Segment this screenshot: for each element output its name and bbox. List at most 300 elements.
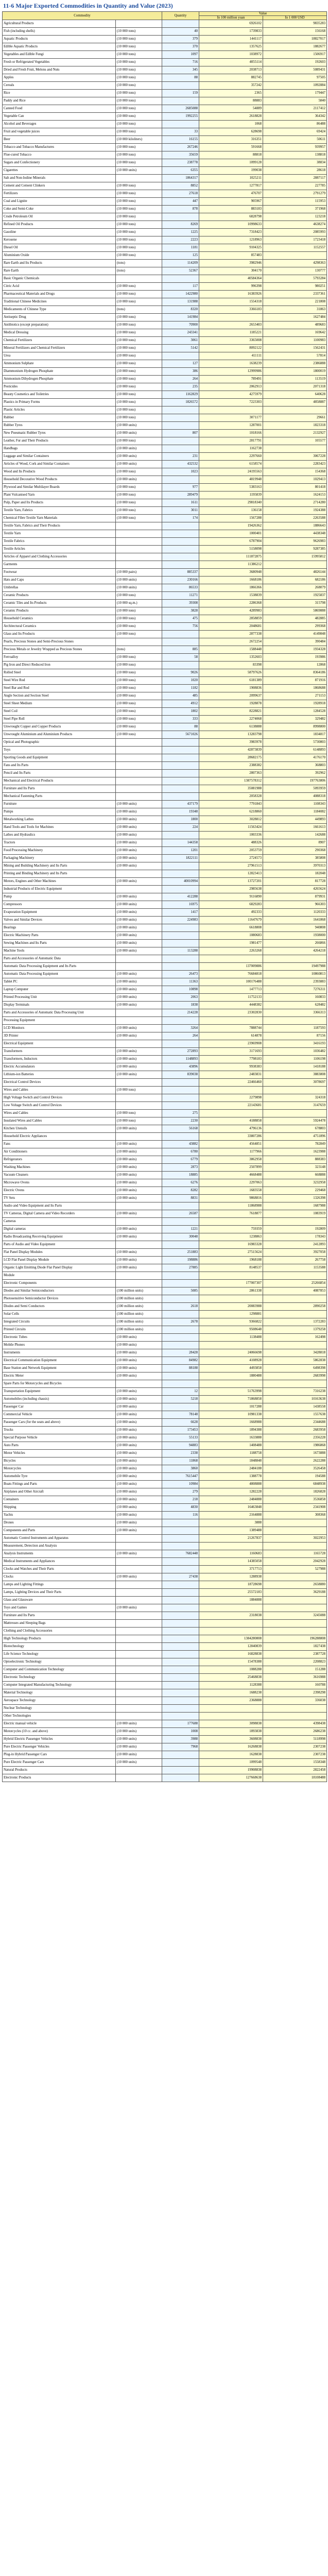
quantity-cell: 10984 [162, 1481, 199, 1488]
commodity-name-cell: Clocks [3, 1573, 116, 1581]
commodity-name-cell: Electrical Equipment [3, 1040, 116, 1048]
value-usd-cell: 4088318 [263, 793, 327, 801]
value-rmb-cell: 6829283 [199, 901, 263, 909]
commodity-name-cell: Toys [3, 747, 116, 754]
quantity-cell [162, 1705, 199, 1713]
commodity-name-cell: Module [3, 1272, 116, 1280]
value-rmb-cell: 492333 [199, 909, 263, 917]
commodity-name-cell: Vegetables and Edible Fungi [3, 51, 116, 59]
value-rmb-cell: 19426362 [199, 522, 263, 530]
unit-cell: (10 000 units) [116, 847, 162, 855]
unit-cell [116, 1581, 162, 1589]
value-usd-cell [263, 1604, 327, 1612]
commodity-name-cell: Evaporation Equipment [3, 909, 116, 917]
unit-cell [116, 785, 162, 793]
unit-cell: (10 000 units) [116, 1056, 162, 1063]
header-value: Value [199, 12, 327, 16]
value-usd-cell: 449893 [263, 816, 327, 824]
value-usd-cell: 10163638 [263, 1396, 327, 1403]
value-rmb-cell: 628698 [199, 128, 263, 136]
value-rmb-cell: 1908836 [199, 685, 263, 692]
quantity-cell: 1023 [162, 468, 199, 476]
table-row [3, 924, 327, 932]
unit-cell [116, 886, 162, 893]
commodity-name-cell: High Technology Products [3, 1635, 116, 1643]
unit-cell [116, 1597, 162, 1604]
unit-cell: (10 000 units) [116, 1249, 162, 1257]
table-row [3, 159, 327, 167]
value-rmb-cell: 1068 [199, 121, 263, 128]
value-rmb-cell: 1866366 [199, 584, 263, 592]
unit-cell: (10 000 units) [116, 1002, 162, 1009]
value-rmb-cell: 9116890 [199, 893, 263, 901]
value-rmb-cell: 1388778 [199, 1473, 263, 1481]
unit-cell [116, 1017, 162, 1025]
value-usd-cell [263, 561, 327, 569]
value-usd-cell: 782849 [263, 1141, 327, 1148]
value-usd-cell [263, 1543, 327, 1550]
commodity-name-cell: Computer Integrated Manufacturing Technology [3, 1682, 116, 1689]
quantity-cell: 84982 [162, 1357, 199, 1365]
table-row [3, 1218, 327, 1226]
quantity-cell [162, 1218, 199, 1226]
value-rmb-cell: 2858859 [199, 615, 263, 623]
value-usd-cell: 2341908 [263, 1504, 327, 1512]
value-rmb-cell [199, 1272, 263, 1280]
value-usd-cell: 1165728 [263, 1550, 327, 1558]
value-usd-cell: 160788 [263, 1682, 327, 1689]
value-rmb-cell: 20083988 [199, 1303, 263, 1311]
table-row [3, 20, 327, 28]
quantity-cell: 756 [162, 623, 199, 631]
value-rmb-cell: 2877338 [199, 631, 263, 638]
value-rmb-cell: 2817791 [199, 437, 263, 445]
table-row [3, 468, 327, 476]
value-rmb-cell: 1128388 [199, 1682, 263, 1689]
quantity-cell: 1422980 [162, 291, 199, 298]
commodity-name-cell: Diodes and Similar Semiconductors [3, 1287, 116, 1295]
value-usd-cell: 2132927 [263, 430, 327, 437]
commodity-name-cell: Motors, Engines and Other Machines [3, 878, 116, 886]
commodity-name-cell: Plastic Articles [3, 406, 116, 414]
commodity-name-cell: Material Technology [3, 1689, 116, 1697]
quantity-cell: 224983 [162, 917, 199, 924]
quantity-cell: 1020 [162, 677, 199, 685]
quantity-cell: 224 [162, 824, 199, 832]
commodity-name-cell: Crude Petroleum Oil [3, 213, 116, 221]
table-body [3, 20, 327, 1782]
unit-cell: (10 000 units) [116, 1164, 162, 1172]
table-row [3, 1226, 327, 1233]
value-usd-cell [263, 1620, 327, 1628]
unit-cell: (10 000 units) [116, 855, 162, 862]
table-row [3, 1172, 327, 1179]
commodity-name-cell: Nuclear Technology [3, 1705, 116, 1713]
quantity-cell: 235 [162, 383, 199, 391]
commodity-name-cell: Kitchen Utensils [3, 1125, 116, 1133]
value-rmb-cell: 1188758 [199, 1450, 263, 1458]
value-usd-cell: 7276311 [263, 986, 327, 994]
quantity-cell: 125 [162, 252, 199, 260]
table-row [3, 90, 327, 97]
table-row [3, 430, 327, 437]
quantity-cell: 2338 [162, 1450, 199, 1458]
commodity-name-cell: Photosensitive Semiconductor Devices [3, 1295, 116, 1303]
value-usd-cell: 640628 [263, 391, 327, 399]
value-usd-cell: 1506917 [263, 51, 327, 59]
value-rmb-cell: 22466460 [199, 1079, 263, 1087]
value-rmb-cell: 23302830 [199, 1009, 263, 1017]
quantity-cell [162, 1295, 199, 1303]
value-usd-cell: 329482 [263, 716, 327, 723]
unit-cell [116, 1094, 162, 1102]
value-usd-cell: 3526458 [263, 1465, 327, 1473]
table-row [3, 175, 327, 182]
commodity-name-cell: Airplanes and Other Aircraft [3, 1488, 116, 1496]
value-usd-cell: 8998800 [263, 723, 327, 731]
commodity-name-cell: 3D Printer [3, 1032, 116, 1040]
quantity-cell: 3828 [162, 607, 199, 615]
unit-cell: (10 000 tons) [116, 692, 162, 700]
commodity-name-cell: Shipping [3, 1504, 116, 1512]
value-rmb-cell: 1981477 [199, 940, 263, 947]
quantity-cell [162, 422, 199, 430]
unit-cell: (10 000 tons) [116, 36, 162, 43]
unit-cell: (10 000 tons) [116, 484, 162, 492]
unit-cell: (10 000 tons) [116, 128, 162, 136]
commodity-name-cell: Natural Products [3, 1767, 116, 1774]
value-rmb-cell: 4055114 [199, 59, 263, 66]
quantity-cell: 2230 [162, 1117, 199, 1125]
value-rmb-cell: 1683558 [199, 1187, 263, 1195]
commodity-name-cell: Automatic Data Processing Equipment [3, 971, 116, 978]
table-row [3, 1713, 327, 1720]
commodity-name-cell: Plug-in Hybrid Passenger Cars [3, 1751, 116, 1759]
value-usd-cell: 2071318 [263, 383, 327, 391]
value-usd-cell: 1184082 [263, 808, 327, 816]
quantity-cell [162, 1519, 199, 1527]
commodity-name-cell: Printing and Binding Machinery and Its Parts [3, 870, 116, 878]
table-row [3, 909, 327, 917]
commodity-name-cell: Display Terminals [3, 1002, 116, 1009]
value-rmb-cell [199, 1218, 263, 1226]
quantity-cell [162, 1674, 199, 1682]
quantity-cell [162, 1102, 199, 1110]
table-row [3, 1056, 327, 1063]
commodity-name-cell: Mechanical Fastening Parts [3, 793, 116, 801]
unit-cell: (10 000 tons) [116, 236, 162, 244]
value-rmb-cell: 76684818 [199, 971, 263, 978]
table-row [3, 136, 327, 144]
table-row [3, 986, 327, 994]
table-row [3, 669, 327, 677]
unit-cell: (10 000 tons) [116, 229, 162, 236]
commodity-name-cell: Paddy and Rice [3, 97, 116, 105]
quantity-cell: 174 [162, 515, 199, 522]
unit-cell: (10 000 units) [116, 971, 162, 978]
value-rmb-cell: 4796136 [199, 1125, 263, 1133]
quantity-cell: 198886 [162, 1257, 199, 1264]
value-usd-cell: 151288 [263, 1666, 327, 1674]
quantity-cell: 26473 [162, 971, 199, 978]
value-usd-cell: 801418 [263, 484, 327, 492]
quantity-cell: 88 [162, 74, 199, 82]
table-row [3, 345, 327, 352]
quantity-cell: 279 [162, 1488, 199, 1496]
commodity-name-cell: Sewing Machines and Its Parts [3, 940, 116, 947]
commodity-name-cell: Fertilizers [3, 190, 116, 198]
commodity-name-cell: Mobile Phones [3, 1342, 116, 1349]
value-usd-cell: 4265624 [263, 886, 327, 893]
value-rmb-cell: 1017288 [199, 1403, 263, 1411]
value-rmb-cell: 488326 [199, 839, 263, 847]
quantity-cell: 16155 [162, 136, 199, 144]
value-rmb-cell: 1177966 [199, 1148, 263, 1156]
value-rmb-cell: 1080683 [199, 932, 263, 940]
value-rmb-cell: 23969908 [199, 1040, 263, 1048]
quantity-cell: 19348 [162, 808, 199, 816]
unit-cell: (10 000 units) [116, 1257, 162, 1264]
commodity-name-cell: Diesel Oil [3, 244, 116, 252]
table-row [3, 1365, 327, 1372]
unit-cell [116, 1767, 162, 1774]
quantity-cell: 1417 [162, 909, 199, 917]
unit-cell: (10 000 tons) [116, 291, 162, 298]
value-usd-cell: 290368 [263, 847, 327, 855]
quantity-cell: 2678 [162, 1318, 199, 1326]
table-row [3, 1767, 327, 1774]
quantity-cell: 2063 [162, 994, 199, 1002]
commodity-name-cell: Wires and Cables [3, 1110, 116, 1117]
value-usd-cell: 6498398 [263, 1365, 327, 1372]
value-usd-cell: 7316238 [263, 1388, 327, 1396]
quantity-cell [162, 406, 199, 414]
table-row [3, 1164, 327, 1172]
value-usd-cell: 966303 [263, 901, 327, 909]
table-row [3, 1210, 327, 1218]
unit-cell: (10 000 tons) [116, 677, 162, 685]
unit-cell: (10 000 tons) [116, 406, 162, 414]
commodity-name-cell: Processing Equipment [3, 1017, 116, 1025]
unit-cell [116, 1705, 162, 1713]
table-row [3, 1272, 327, 1280]
commodity-name-cell: Electrical Communication Equipment [3, 1357, 116, 1365]
unit-cell: (10 000 units) [116, 1728, 162, 1736]
table-row [3, 198, 327, 206]
commodity-name-cell: Passenger Cars (for the seats and above) [3, 1419, 116, 1427]
commodity-name-cell: Unwrought Copper and Copper Products [3, 723, 116, 731]
quantity-cell: 40010994 [162, 878, 199, 886]
commodity-name-cell: Electric Accumulators [3, 1063, 116, 1071]
value-rmb-cell: 1352603 [199, 654, 263, 662]
value-usd-cell: 3232958 [263, 1179, 327, 1187]
value-usd-cell: 1882677 [263, 43, 327, 51]
value-rmb-cell: 2368888 [199, 1697, 263, 1705]
quantity-cell: 55133 [162, 1434, 199, 1442]
value-rmb-cell: 1880488 [199, 1372, 263, 1380]
commodity-name-cell: Industrial Products of Electric Equipment [3, 886, 116, 893]
table-row [3, 190, 327, 198]
unit-cell: (10 000 units) [116, 1349, 162, 1357]
commodity-name-cell: Sugars and Confectionery [3, 159, 116, 167]
value-rmb-cell [199, 1110, 263, 1117]
unit-cell: (10 000 tons) [116, 329, 162, 337]
quantity-cell: 475 [162, 615, 199, 623]
quantity-cell [162, 437, 199, 445]
value-rmb-cell: 127668638 [199, 1774, 263, 1782]
unit-cell: (10 000 tons) [116, 708, 162, 716]
commodity-name-cell: Trucks [3, 1427, 116, 1434]
unit-cell [116, 1666, 162, 1674]
value-rmb-cell: 11563424 [199, 824, 263, 832]
table-row [3, 499, 327, 507]
unit-cell: (10 000 units) [116, 1736, 162, 1743]
table-row [3, 28, 327, 36]
quantity-cell: 977 [162, 484, 199, 492]
value-usd-cell: 5089431 [263, 66, 327, 74]
value-rmb-cell: 1387578312 [199, 777, 263, 785]
value-rmb-cell: 1018166 [199, 430, 263, 437]
value-usd-cell: 364342 [263, 113, 327, 121]
commodity-name-cell: Auto Parts [3, 1442, 116, 1450]
value-rmb-cell: 12999986 [199, 368, 263, 376]
table-row [3, 1604, 327, 1612]
table-row [3, 522, 327, 530]
table-row [3, 708, 327, 716]
table-row [3, 1357, 327, 1365]
commodity-name-cell: Air Conditioners [3, 1148, 116, 1156]
quantity-cell [162, 638, 199, 646]
quantity-cell: 1838 [162, 1002, 199, 1009]
quantity-cell: 345 [162, 66, 199, 74]
unit-cell: (10 000 units) [116, 839, 162, 847]
table-row [3, 978, 327, 986]
commodity-name-cell: Fans [3, 1141, 116, 1148]
commodity-name-cell: Hybrid Electric Passenger Vehicles [3, 1736, 116, 1743]
commodity-name-cell: Coal and Lignite [3, 198, 116, 206]
table-row [3, 963, 327, 971]
unit-cell: (10 000 tons) [116, 51, 162, 59]
table-row [3, 1009, 327, 1017]
commodity-name-cell: Spare Parts for Motorcycles and Bicycles [3, 1380, 116, 1388]
unit-cell: (10 000 units) [116, 1032, 162, 1040]
quantity-cell: 27618 [162, 190, 199, 198]
commodity-name-cell: Biotechnology [3, 1643, 116, 1651]
commodity-name-cell: Commercial Vehicle [3, 1411, 116, 1419]
table-row [3, 955, 327, 963]
value-usd-cell: 2658880 [263, 1581, 327, 1589]
unit-cell: (10 000 units) [116, 1465, 162, 1473]
commodity-name-cell: Low Voltage Switch and Control Devices [3, 1102, 116, 1110]
table-row [3, 1280, 327, 1287]
commodity-name-cell: Articles of Apparel and Clothing Accessories [3, 553, 116, 561]
commodity-name-cell: TV Sets [3, 1195, 116, 1202]
table-row [3, 747, 327, 754]
unit-cell [116, 1682, 162, 1689]
commodity-name-cell: Textile Yarn, Fabrics and Their Products [3, 522, 116, 530]
value-rmb-cell [199, 1342, 263, 1349]
quantity-cell: 1181 [162, 244, 199, 252]
commodity-name-cell: Motor Vehicles [3, 1450, 116, 1458]
table-row [3, 1264, 327, 1272]
value-rmb-cell: 28682175 [199, 754, 263, 762]
value-usd-cell: 1928918 [263, 700, 327, 708]
value-rmb-cell: 1000401 [199, 530, 263, 538]
commodity-name-cell: Optoelectronic Technology [3, 1658, 116, 1666]
unit-cell [116, 1612, 162, 1620]
value-usd-cell: 5730803 [263, 739, 327, 747]
quantity-cell: 56168 [162, 1125, 199, 1133]
quantity-cell [162, 1372, 199, 1380]
quantity-cell [162, 561, 199, 569]
commodity-name-cell: Automatic Control Instruments and Apparatus [3, 1535, 116, 1543]
header-commodity: Commodity [3, 12, 162, 20]
quantity-cell: 275 [162, 1110, 199, 1117]
value-rmb-cell: 1162738 [199, 445, 263, 453]
value-usd-cell: 4149848 [263, 631, 327, 638]
quantity-cell: 218 [162, 1496, 199, 1504]
value-usd-cell [263, 1311, 327, 1318]
value-usd-cell [263, 1573, 327, 1581]
unit-cell [116, 1628, 162, 1635]
value-usd-cell: 5840 [263, 97, 327, 105]
value-usd-cell: 4087853 [263, 1287, 327, 1295]
table-row [3, 1743, 327, 1751]
quantity-cell [162, 1774, 199, 1782]
value-usd-cell: 2117412 [263, 105, 327, 113]
quantity-cell: 251883 [162, 1249, 199, 1257]
value-usd-cell: 2283423 [263, 461, 327, 468]
unit-cell: (10 000 units) [116, 1025, 162, 1032]
unit-cell: (100 million units) [116, 1318, 162, 1326]
commodity-name-cell: Optical and Photographic [3, 739, 116, 747]
quantity-cell: 11271 [162, 592, 199, 600]
quantity-cell [162, 1202, 199, 1210]
value-usd-cell [263, 1017, 327, 1025]
unit-cell: (10 000 tons) [116, 669, 162, 677]
table-row [3, 128, 327, 136]
table-row [3, 1396, 327, 1403]
commodity-name-cell: Mining and Building Machinery and Its Parts [3, 862, 116, 870]
unit-cell [116, 1774, 162, 1782]
quantity-cell [162, 963, 199, 971]
unit-cell [116, 522, 162, 530]
table-row [3, 461, 327, 468]
commodity-name-cell: Canned Food [3, 105, 116, 113]
unit-cell: (10 000 units) [116, 824, 162, 832]
table-row [3, 167, 327, 175]
quantity-cell [162, 631, 199, 638]
table-row [3, 1751, 327, 1759]
unit-cell: (10 000 tons) [116, 206, 162, 213]
commodity-name-cell: Tractors [3, 839, 116, 847]
commodity-name-cell: Rare Earth [3, 267, 116, 275]
value-rmb-cell: 2048681 [199, 623, 263, 631]
quantity-cell [162, 1666, 199, 1674]
commodity-name-cell: Citric Acid [3, 283, 116, 291]
table-row [3, 306, 327, 314]
table-row [3, 507, 327, 515]
quantity-cell: 5218 [162, 1396, 199, 1403]
value-usd-cell: 2412893 [263, 1241, 327, 1249]
table-row [3, 855, 327, 862]
unit-cell: (10 000 tons) [116, 105, 162, 113]
value-usd-cell: 2387728 [263, 1651, 327, 1658]
table-row [3, 878, 327, 886]
commodity-name-cell: Electrical Control Devices [3, 1079, 116, 1087]
value-usd-cell: 194588 [263, 1473, 327, 1481]
commodity-name-cell: Articles of Wood, Cork and Similar Containers [3, 461, 116, 468]
